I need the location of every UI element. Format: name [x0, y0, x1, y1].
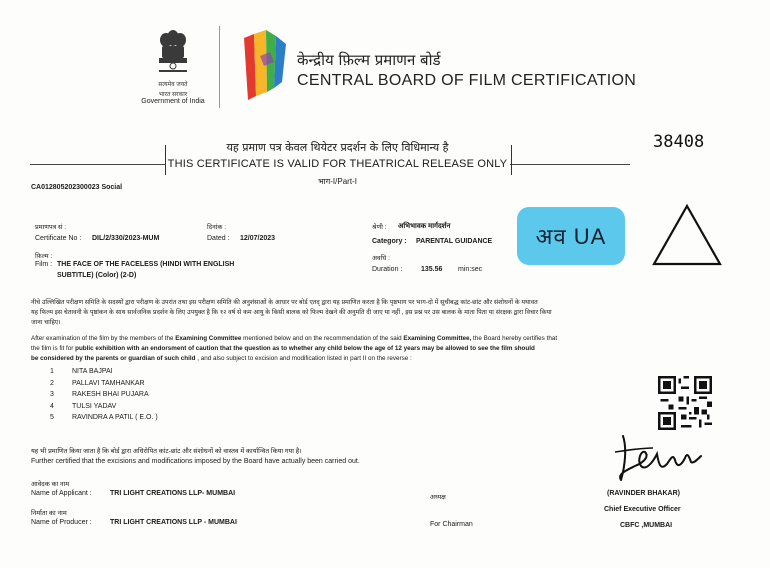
producer-label: Name of Producer : — [31, 519, 92, 526]
duration-label: Duration : — [372, 266, 403, 273]
emblem-motto: सत्यमेव जयते — [158, 82, 188, 88]
date-value: 12/07/2023 — [240, 235, 276, 242]
category-value-hindi: अभिभावक मार्गदर्शन — [398, 223, 451, 230]
duration-value: 135.56 — [421, 266, 443, 273]
warning-triangle-icon — [651, 203, 723, 267]
part-label: भाग-I/Part-I — [318, 177, 357, 186]
signatory-name: (RAVINDER BHAKAR) — [607, 490, 680, 497]
eng-p1d: Examining Committee, — [403, 335, 472, 342]
member-num: 3 — [50, 391, 54, 399]
category-label-hindi: श्रेणी : — [372, 224, 387, 231]
header-divider — [219, 26, 220, 108]
date-label: Dated : — [207, 235, 230, 242]
film-label: Film : — [35, 261, 53, 268]
board-name: CENTRAL BOARD OF FILM CERTIFICATION — [297, 72, 637, 89]
member-num: 5 — [50, 414, 54, 422]
further-hindi: यह भी प्रमाणित किया जाता है कि बोर्ड द्वारा अधिरोपित कांट-छांट और संशोधनों को वास्तव में कार्यान्वित किया गया है। — [31, 448, 302, 455]
cert-value: DIL/2/330/2023-MUM — [92, 235, 160, 242]
cert-label: Certificate No : — [35, 235, 82, 242]
signature-icon — [605, 430, 705, 488]
member-name: PALLAVI TAMHANKAR — [72, 379, 145, 387]
chairman-hindi: अध्यक्ष — [430, 494, 446, 501]
list-item — [50, 378, 158, 390]
government-emblem — [140, 28, 206, 108]
eng-p2b: public exhibition with an endorsment of caution that the question as to whether any child below the age of 12 years may be allowed to see the film should — [75, 345, 535, 352]
eng-p1e: the Board hereby certifies that — [471, 335, 558, 342]
eng-p1a: After examination of the film by the members of the — [31, 335, 176, 342]
applicant-value: TRI LIGHT CREATIONS LLP- MUMBAI — [110, 490, 236, 497]
film-title-line1: THE FACE OF THE FACELESS (HINDI WITH ENGLISH — [57, 261, 235, 268]
eng-p3b: , and also subject to excision and modification listed in part II on the reverse : — [195, 355, 412, 362]
signatory-place: CBFC ,MUMBAI — [620, 522, 673, 529]
validity-english: THIS CERTIFICATE IS VALID FOR THEATRICAL RELEASE ONLY — [167, 158, 508, 170]
producer-value: TRI LIGHT CREATIONS LLP - MUMBAI — [110, 519, 237, 526]
list-item — [50, 366, 158, 378]
list-item — [50, 412, 158, 424]
lion-capital-icon — [156, 28, 190, 78]
eng-p3a: be considered by the parents or guardian of such child — [31, 355, 196, 362]
member-name: TULSI YADAV — [72, 402, 117, 410]
eng-p1c: mentioned below and on the recommendation of the said — [241, 335, 404, 342]
duration-unit: min:sec — [458, 266, 483, 273]
banner-rule-left — [30, 164, 165, 165]
eng-p2a: the film is fit for — [31, 345, 76, 352]
member-num: 2 — [50, 379, 54, 387]
committee-members — [50, 366, 158, 424]
for-chairman: For Chairman — [430, 521, 473, 528]
list-item — [50, 389, 158, 401]
member-num: 4 — [50, 402, 54, 410]
validity-hindi: यह प्रमाण पत्र केवल थियेटर प्रदर्शन के लिए विधिमान्य है — [226, 141, 449, 154]
date-label-hindi: दिनांक : — [207, 224, 227, 231]
hindi-line-3: जाना चाहिए। — [31, 319, 61, 326]
film-title-line2: SUBTITLE) (Color) (2-D) — [57, 272, 137, 279]
list-item — [50, 401, 158, 413]
member-name: NITA BAJPAI — [72, 368, 113, 375]
hindi-line-2: यह फिल्म इस चेतावनी के पृष्ठांकन के साथ सार्वजनिक प्रदर्शन के लिए उपयुक्त है कि १२ वर्ष से कम आयु के किसी बालक को फिल्म देखने की अनुमति दी जाए या नहीं , इस प्रश्न पर उस बालक के माता पिता या संरक्षक द्वारा विचार किया — [31, 309, 552, 316]
hindi-line-1: नीचे उल्लिखित परीक्षण समिति के सदस्यों द्वारा परीक्षण के उपरांत तथा इस परीक्षण समिति की अनुशंसाओं के आधार पर बोर्ड एतद् द्वारा यह प्रमाणित करता है कि पृष्ठभाग पर भाग-दो में सूचीबद्ध कांट-छांट और संशोधनों के यथावत — [31, 299, 538, 306]
board-name-hindi: केन्द्रीय फ़िल्म प्रमाणन बोर्ड — [297, 51, 441, 69]
certificate-serial: 38408 — [653, 132, 705, 152]
cert-label-hindi: प्रमाणपत्र सं : — [35, 224, 67, 231]
category-value: PARENTAL GUIDANCE — [416, 238, 493, 245]
member-name: RAVINDRA A PATIL ( E.O. ) — [72, 414, 158, 422]
applicant-label-hindi: आवेदक का नाम — [31, 481, 70, 488]
further-english: Further certified that the excisions and modifications imposed by the Board have actually been carried out. — [31, 458, 360, 465]
film-label-hindi: फ़िल्म : — [35, 253, 53, 260]
member-num: 1 — [50, 368, 54, 375]
emblem-caption: Government of India — [141, 98, 205, 105]
duration-label-hindi: अवधि : — [372, 255, 390, 262]
qr-code-icon — [658, 376, 712, 430]
member-name: RAKESH BHAI PUJARA — [72, 391, 149, 399]
eng-p1b: Examining Committee — [175, 335, 242, 342]
hindi-paragraph — [31, 298, 711, 328]
banner-rule-right — [510, 164, 630, 165]
category-label: Category : — [372, 238, 407, 245]
applicant-label: Name of Applicant : — [31, 490, 92, 497]
english-paragraph — [31, 334, 731, 364]
emblem-caption-hindi: भारत सरकार — [158, 92, 188, 98]
cbfc-logo-icon — [240, 26, 290, 106]
signatory-title: Chief Executive Officer — [604, 506, 681, 513]
ua-rating-badge: अव UA — [517, 207, 625, 265]
producer-label-hindi: निर्माता का नाम — [31, 510, 67, 517]
ca-number: CA012805202300023 Social — [31, 184, 123, 191]
